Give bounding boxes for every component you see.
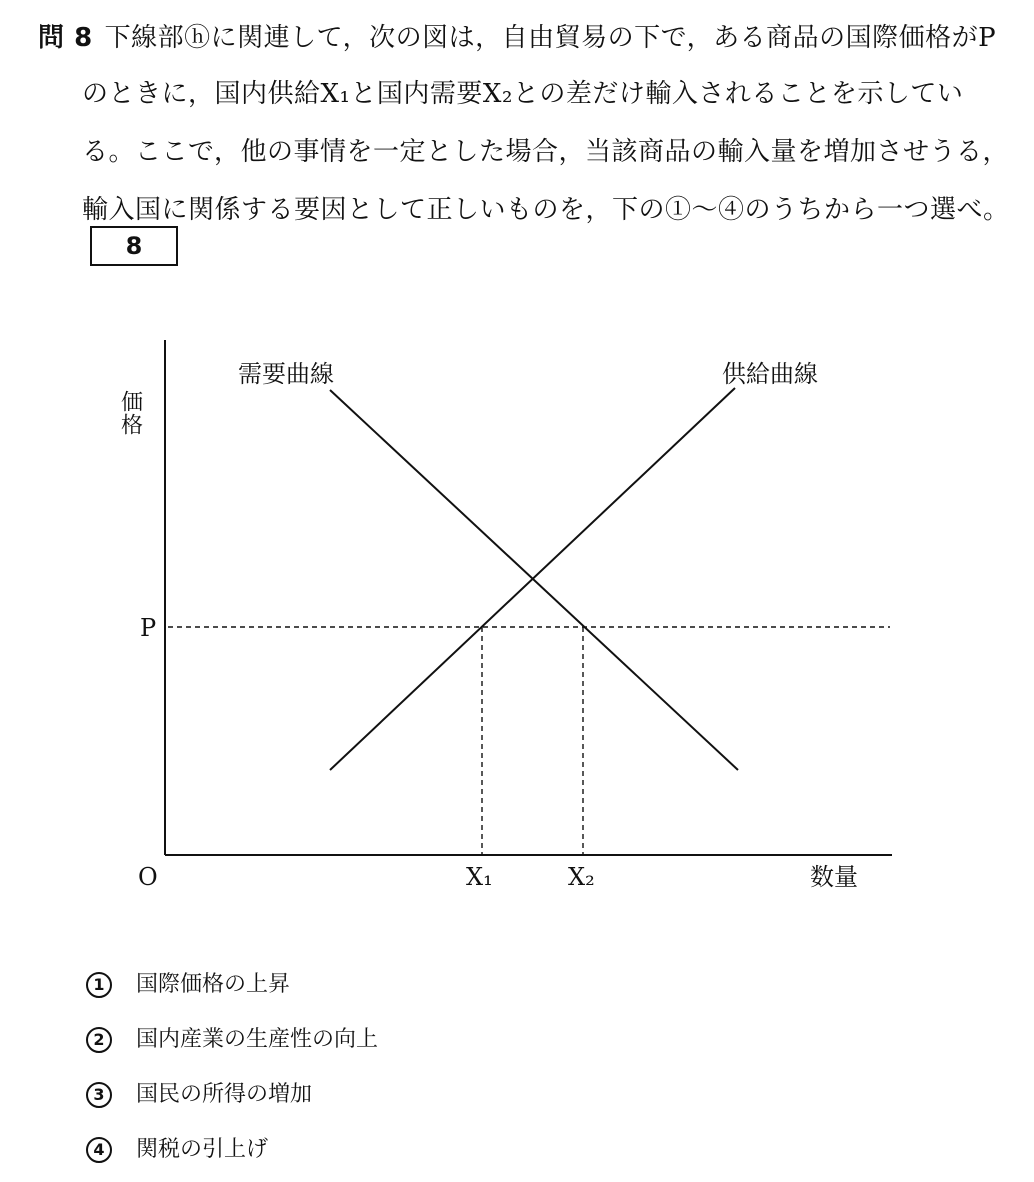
question-line-4: 輸入国に関係する要因として正しいものを，下の①～④のうちから一つ選べ。 [82,195,1010,225]
option-1[interactable] [86,968,290,1002]
x1-label: X₁ [466,863,493,891]
option-marker-2: 2 [86,1027,112,1053]
x-axis-label: 数量 [810,863,858,891]
option-marker-1: 1 [86,972,112,998]
price-p-label: P [140,614,157,642]
question-number: 問 8 [38,23,93,53]
option-text-2: 国内産業の生産性の向上 [136,1027,379,1052]
supply-curve-label: 供給曲線 [722,360,818,388]
option-text-4: 関税の引上げ [136,1137,269,1162]
option-3[interactable] [86,1078,312,1112]
question-line-2: のときに，国内供給X₁と国内需要X₂との差だけ輸入されることを示してい [82,79,964,109]
question-line-3: る。ここで，他の事情を一定とした場合，当該商品の輸入量を増加させうる， [82,137,1009,167]
option-2[interactable] [86,1023,378,1057]
origin-label: O [138,863,158,891]
option-marker-4: 4 [86,1137,112,1163]
option-4[interactable] [86,1133,268,1167]
option-text-1: 国際価格の上昇 [136,972,291,997]
option-text-3: 国民の所得の増加 [136,1082,313,1107]
y-axis-label: 価格 [117,390,143,436]
x2-label: X₂ [568,863,595,891]
demand-curve-label: 需要曲線 [238,360,334,388]
answer-number-box: 8 [90,226,178,266]
question-text-1: 下線部ⓗに関連して，次の図は，自由貿易の下で，ある商品の国際価格がP [104,23,997,53]
option-marker-3: 3 [86,1082,112,1108]
